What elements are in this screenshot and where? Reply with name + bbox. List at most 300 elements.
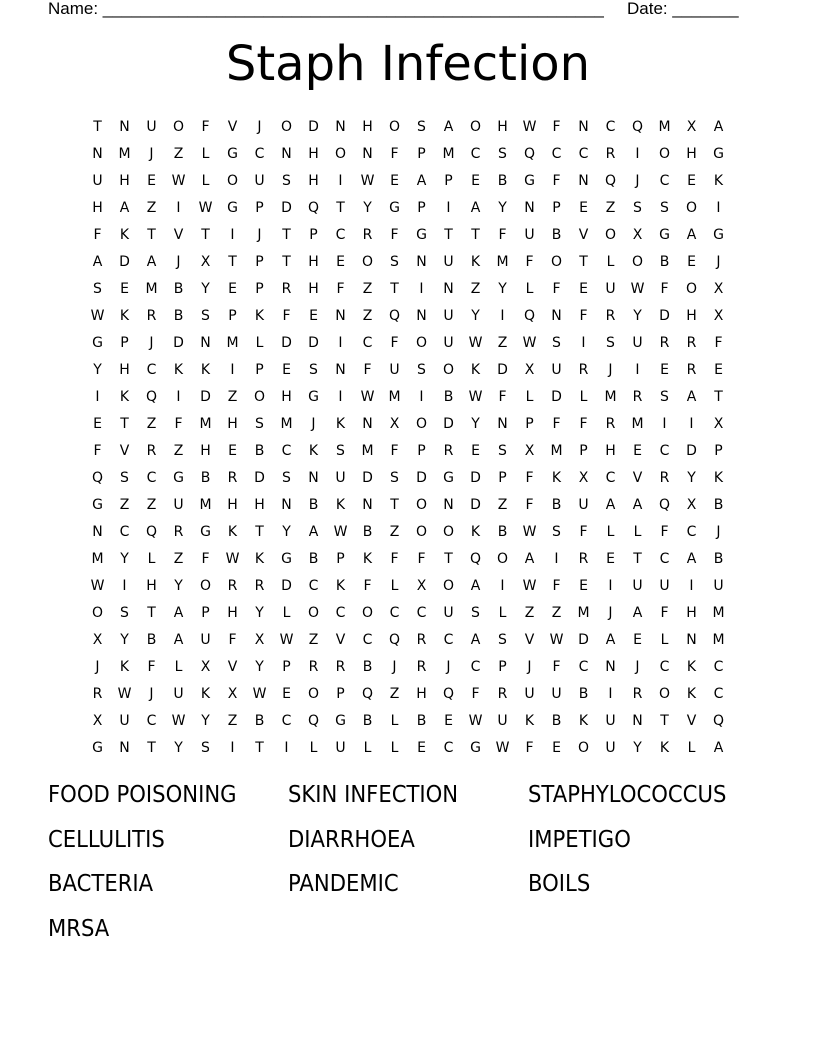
grid-letter: F — [525, 740, 534, 756]
grid-letter: O — [307, 686, 320, 702]
grid-letter: F — [525, 254, 534, 270]
grid-letter: L — [633, 524, 642, 540]
grid-letter: I — [662, 416, 667, 432]
grid-letter: N — [335, 362, 346, 378]
grid-letter: R — [308, 659, 319, 675]
grid-letter: R — [227, 470, 238, 486]
grid-letter: U — [146, 119, 157, 135]
grid-letter: T — [390, 497, 399, 513]
grid-letter: K — [200, 362, 211, 378]
grid-letter: S — [552, 524, 561, 540]
grid-letter: V — [173, 227, 184, 243]
grid-letter: C — [362, 335, 373, 351]
grid-letter: S — [120, 470, 129, 486]
grid-letter: A — [173, 632, 184, 648]
grid-letter: R — [686, 362, 697, 378]
grid-letter: D — [497, 362, 508, 378]
grid-letter: S — [201, 308, 210, 324]
grid-letter: W — [522, 524, 537, 540]
grid-letter: L — [255, 335, 264, 351]
grid-letter: A — [416, 173, 427, 189]
grid-letter: H — [605, 443, 616, 459]
grid-letter: Q — [712, 713, 725, 729]
grid-letter: R — [416, 632, 427, 648]
grid-letter: P — [255, 200, 264, 216]
grid-letter: W — [90, 308, 105, 324]
grid-letter: I — [500, 308, 505, 324]
grid-letter: X — [524, 362, 535, 378]
grid-letter: T — [255, 740, 264, 756]
grid-letter: Z — [173, 551, 184, 567]
grid-letter: K — [308, 443, 319, 459]
grid-letter: E — [579, 200, 588, 216]
grid-letter: N — [335, 119, 346, 135]
grid-letter: I — [554, 551, 559, 567]
grid-letter: P — [336, 686, 345, 702]
grid-letter: V — [686, 713, 697, 729]
grid-letter: B — [254, 713, 265, 729]
grid-letter: J — [176, 254, 181, 270]
grid-letter: Q — [307, 713, 320, 729]
grid-letter: A — [173, 605, 184, 621]
grid-letter: F — [498, 227, 507, 243]
grid-letter: E — [147, 173, 156, 189]
grid-letter: W — [522, 335, 537, 351]
grid-letter: F — [390, 443, 399, 459]
grid-letter: D — [416, 470, 427, 486]
grid-letter: J — [392, 659, 397, 675]
grid-letter: T — [228, 254, 237, 270]
grid-letter: H — [227, 497, 238, 513]
grid-letter: D — [281, 200, 292, 216]
grid-letter: G — [92, 497, 103, 513]
grid-letter: Q — [388, 632, 401, 648]
grid-letter: M — [712, 632, 725, 648]
grid-letter: L — [498, 605, 507, 621]
grid-letter: Z — [227, 713, 238, 729]
grid-letter: S — [255, 416, 264, 432]
grid-row — [84, 168, 732, 195]
grid-letter: R — [92, 686, 103, 702]
grid-letter: K — [686, 686, 697, 702]
grid-letter: U — [173, 686, 184, 702]
grid-row — [84, 681, 732, 708]
grid-letter: D — [308, 335, 319, 351]
grid-letter: U — [335, 740, 346, 756]
grid-letter: U — [173, 497, 184, 513]
grid-letter: S — [633, 200, 642, 216]
grid-letter: G — [713, 227, 724, 243]
grid-letter: P — [714, 443, 723, 459]
grid-letter: X — [713, 416, 724, 432]
grid-letter: B — [254, 443, 265, 459]
grid-letter: R — [281, 281, 292, 297]
grid-letter: Y — [363, 200, 372, 216]
grid-row — [84, 357, 732, 384]
grid-letter: K — [200, 686, 211, 702]
grid-letter: Z — [362, 281, 373, 297]
grid-letter: S — [498, 632, 507, 648]
grid-letter: A — [605, 632, 616, 648]
grid-letter: R — [578, 551, 589, 567]
grid-letter: L — [309, 740, 318, 756]
grid-letter: M — [712, 605, 725, 621]
grid-letter: F — [390, 227, 399, 243]
grid-letter: V — [227, 659, 238, 675]
grid-letter: K — [173, 362, 184, 378]
grid-letter: R — [146, 308, 157, 324]
grid-row — [84, 303, 732, 330]
grid-letter: H — [227, 416, 238, 432]
grid-letter: O — [415, 524, 428, 540]
grid-letter: C — [659, 551, 670, 567]
grid-letter: V — [524, 632, 535, 648]
grid-letter: F — [390, 146, 399, 162]
grid-letter: Y — [633, 308, 642, 324]
grid-letter: W — [495, 740, 510, 756]
grid-letter: G — [308, 389, 319, 405]
grid-letter: Y — [201, 713, 210, 729]
grid-letter: H — [281, 389, 292, 405]
grid-letter: Q — [631, 119, 644, 135]
grid-letter: F — [174, 416, 183, 432]
grid-letter: G — [173, 470, 184, 486]
grid-letter: C — [389, 605, 400, 621]
grid-letter: M — [361, 443, 374, 459]
grid-letter: Y — [282, 524, 291, 540]
grid-letter: K — [227, 524, 238, 540]
grid-letter: U — [254, 173, 265, 189]
grid-letter: I — [176, 200, 181, 216]
grid-letter: O — [496, 551, 509, 567]
word-list-item: SKIN INFECTION — [288, 782, 459, 808]
grid-letter: J — [149, 686, 154, 702]
word-list-item: PANDEMIC — [288, 871, 399, 897]
grid-letter: I — [689, 416, 694, 432]
grid-letter: K — [119, 308, 130, 324]
grid-letter: C — [605, 119, 616, 135]
grid-letter: I — [95, 389, 100, 405]
grid-letter: L — [660, 632, 669, 648]
grid-letter: F — [714, 335, 723, 351]
grid-letter: H — [686, 605, 697, 621]
grid-letter: G — [200, 524, 211, 540]
grid-letter: U — [119, 713, 130, 729]
grid-letter: O — [577, 740, 590, 756]
grid-letter: K — [686, 659, 697, 675]
grid-letter: Y — [201, 281, 210, 297]
grid-letter: W — [171, 173, 186, 189]
grid-letter: J — [716, 254, 721, 270]
grid-letter: B — [362, 524, 373, 540]
grid-letter: T — [93, 119, 102, 135]
grid-letter: C — [362, 632, 373, 648]
grid-letter: F — [579, 308, 588, 324]
grid-letter: C — [659, 443, 670, 459]
grid-letter: A — [632, 497, 643, 513]
grid-letter: I — [716, 200, 721, 216]
grid-letter: L — [363, 740, 372, 756]
grid-row — [84, 600, 732, 627]
grid-letter: U — [659, 578, 670, 594]
grid-letter: D — [551, 389, 562, 405]
grid-letter: G — [524, 173, 535, 189]
grid-letter: O — [442, 578, 455, 594]
grid-letter: R — [605, 308, 616, 324]
grid-letter: E — [120, 281, 129, 297]
grid-letter: D — [119, 254, 130, 270]
grid-letter: Z — [470, 281, 481, 297]
grid-letter: R — [632, 389, 643, 405]
grid-letter: C — [335, 605, 346, 621]
grid-letter: K — [254, 308, 265, 324]
grid-letter: R — [605, 146, 616, 162]
grid-letter: O — [334, 146, 347, 162]
grid-letter: N — [551, 308, 562, 324]
grid-letter: Q — [307, 200, 320, 216]
grid-row — [84, 384, 732, 411]
grid-letter: D — [173, 335, 184, 351]
grid-letter: A — [470, 578, 481, 594]
grid-letter: S — [660, 389, 669, 405]
grid-letter: M — [550, 443, 563, 459]
grid-letter: I — [608, 578, 613, 594]
grid-letter: W — [117, 686, 132, 702]
grid-letter: O — [442, 524, 455, 540]
grid-letter: L — [390, 740, 399, 756]
grid-letter: F — [363, 362, 372, 378]
grid-letter: H — [416, 686, 427, 702]
grid-letter: E — [282, 686, 291, 702]
grid-letter: Y — [120, 632, 129, 648]
grid-letter: P — [417, 146, 426, 162]
grid-letter: R — [605, 416, 616, 432]
grid-letter: X — [227, 686, 238, 702]
grid-letter: C — [119, 524, 130, 540]
grid-letter: C — [146, 713, 157, 729]
grid-letter: A — [92, 254, 103, 270]
grid-letter: J — [635, 659, 640, 675]
grid-letter: D — [659, 308, 670, 324]
grid-letter: W — [225, 551, 240, 567]
grid-row — [84, 411, 732, 438]
grid-letter: T — [471, 227, 480, 243]
grid-letter: T — [282, 227, 291, 243]
grid-letter: B — [443, 389, 454, 405]
grid-letter: H — [119, 362, 130, 378]
grid-letter: W — [198, 200, 213, 216]
grid-letter: D — [686, 443, 697, 459]
grid-letter: S — [336, 443, 345, 459]
grid-letter: A — [308, 524, 319, 540]
grid-letter: Z — [308, 632, 319, 648]
grid-letter: S — [606, 335, 615, 351]
grid-letter: F — [579, 416, 588, 432]
grid-letter: N — [443, 281, 454, 297]
grid-letter: M — [388, 389, 401, 405]
grid-letter: R — [173, 524, 184, 540]
grid-letter: N — [281, 146, 292, 162]
grid-letter: I — [338, 335, 343, 351]
grid-letter: I — [419, 389, 424, 405]
grid-letter: Z — [146, 416, 157, 432]
grid-letter: R — [254, 578, 265, 594]
grid-letter: F — [390, 551, 399, 567]
grid-letter: G — [470, 740, 481, 756]
grid-letter: N — [92, 524, 103, 540]
grid-letter: U — [92, 173, 103, 189]
grid-letter: P — [579, 443, 588, 459]
grid-letter: G — [335, 713, 346, 729]
grid-letter: U — [605, 740, 616, 756]
grid-letter: H — [686, 308, 697, 324]
grid-letter: G — [92, 740, 103, 756]
grid-letter: C — [470, 146, 481, 162]
grid-letter: C — [146, 470, 157, 486]
grid-letter: T — [633, 551, 642, 567]
grid-letter: Q — [388, 308, 401, 324]
grid-letter: M — [199, 416, 212, 432]
word-list-item: MRSA — [48, 915, 110, 942]
grid-letter: U — [443, 308, 454, 324]
grid-letter: Y — [498, 281, 507, 297]
grid-letter: S — [93, 281, 102, 297]
grid-letter: W — [549, 632, 564, 648]
grid-letter: S — [498, 146, 507, 162]
grid-letter: Z — [524, 605, 535, 621]
grid-letter: E — [714, 362, 723, 378]
grid-letter: X — [686, 497, 697, 513]
grid-letter: K — [713, 173, 724, 189]
grid-letter: V — [632, 470, 643, 486]
grid-letter: F — [552, 416, 561, 432]
grid-letter: F — [201, 119, 210, 135]
grid-letter: T — [120, 416, 129, 432]
grid-letter: X — [92, 713, 103, 729]
grid-letter: T — [201, 227, 210, 243]
grid-letter: P — [498, 659, 507, 675]
grid-letter: E — [579, 578, 588, 594]
grid-letter: G — [92, 335, 103, 351]
grid-letter: B — [497, 173, 508, 189]
grid-letter: H — [686, 146, 697, 162]
word-list-item: BOILS — [528, 871, 591, 897]
grid-letter: F — [660, 281, 669, 297]
grid-letter: N — [362, 497, 373, 513]
grid-letter: E — [471, 173, 480, 189]
grid-letter: J — [608, 362, 613, 378]
grid-row — [84, 735, 732, 762]
grid-letter: F — [660, 605, 669, 621]
grid-letter: Y — [633, 740, 642, 756]
grid-letter: H — [146, 578, 157, 594]
grid-letter: D — [254, 470, 265, 486]
grid-letter: A — [632, 605, 643, 621]
grid-letter: S — [660, 200, 669, 216]
grid-letter: K — [470, 254, 481, 270]
grid-letter: P — [417, 200, 426, 216]
grid-letter: X — [200, 254, 211, 270]
grid-letter: Y — [120, 551, 129, 567]
grid-letter: B — [551, 497, 562, 513]
grid-letter: P — [255, 362, 264, 378]
grid-letter: T — [714, 389, 723, 405]
grid-letter: K — [335, 578, 346, 594]
grid-letter: F — [579, 524, 588, 540]
grid-letter: T — [390, 281, 399, 297]
grid-letter: R — [227, 578, 238, 594]
grid-letter: M — [226, 335, 239, 351]
grid-letter: I — [338, 389, 343, 405]
grid-letter: B — [146, 632, 157, 648]
grid-letter: F — [660, 524, 669, 540]
grid-letter: K — [524, 713, 535, 729]
grid-letter: G — [227, 146, 238, 162]
grid-letter: I — [446, 200, 451, 216]
grid-letter: Q — [91, 470, 104, 486]
grid-letter: N — [497, 416, 508, 432]
grid-letter: E — [336, 254, 345, 270]
grid-letter: J — [311, 416, 316, 432]
grid-letter: S — [498, 443, 507, 459]
grid-letter: Z — [389, 524, 400, 540]
grid-letter: X — [578, 470, 589, 486]
grid-letter: U — [443, 254, 454, 270]
grid-letter: O — [658, 146, 671, 162]
grid-letter: C — [146, 362, 157, 378]
grid-letter: R — [686, 335, 697, 351]
grid-letter: P — [309, 227, 318, 243]
grid-letter: K — [119, 659, 130, 675]
grid-letter: W — [522, 578, 537, 594]
grid-letter: U — [389, 362, 400, 378]
grid-letter: A — [119, 200, 130, 216]
grid-letter: H — [92, 200, 103, 216]
grid-letter: B — [551, 227, 562, 243]
grid-letter: F — [228, 632, 237, 648]
grid-letter: J — [608, 605, 613, 621]
grid-letter: G — [416, 227, 427, 243]
grid-letter: X — [389, 416, 400, 432]
grid-letter: B — [308, 551, 319, 567]
grid-letter: E — [390, 173, 399, 189]
grid-letter: N — [92, 146, 103, 162]
grid-row — [84, 654, 732, 681]
grid-letter: U — [713, 578, 724, 594]
grid-letter: J — [716, 524, 721, 540]
grid-letter: P — [336, 551, 345, 567]
grid-letter: P — [201, 605, 210, 621]
grid-letter: P — [417, 443, 426, 459]
grid-letter: N — [605, 659, 616, 675]
grid-letter: W — [90, 578, 105, 594]
grid-letter: B — [416, 713, 427, 729]
grid-letter: A — [524, 551, 535, 567]
grid-letter: F — [552, 281, 561, 297]
word-list-item: FOOD POISONING — [48, 782, 237, 808]
grid-letter: Q — [523, 146, 536, 162]
grid-letter: H — [200, 443, 211, 459]
grid-letter: V — [227, 119, 238, 135]
grid-letter: X — [713, 308, 724, 324]
grid-letter: H — [308, 146, 319, 162]
grid-letter: S — [417, 119, 426, 135]
grid-letter: P — [255, 281, 264, 297]
page-title: Staph Infection — [225, 36, 591, 92]
grid-letter: C — [659, 659, 670, 675]
grid-letter: R — [416, 659, 427, 675]
grid-letter: H — [119, 173, 130, 189]
